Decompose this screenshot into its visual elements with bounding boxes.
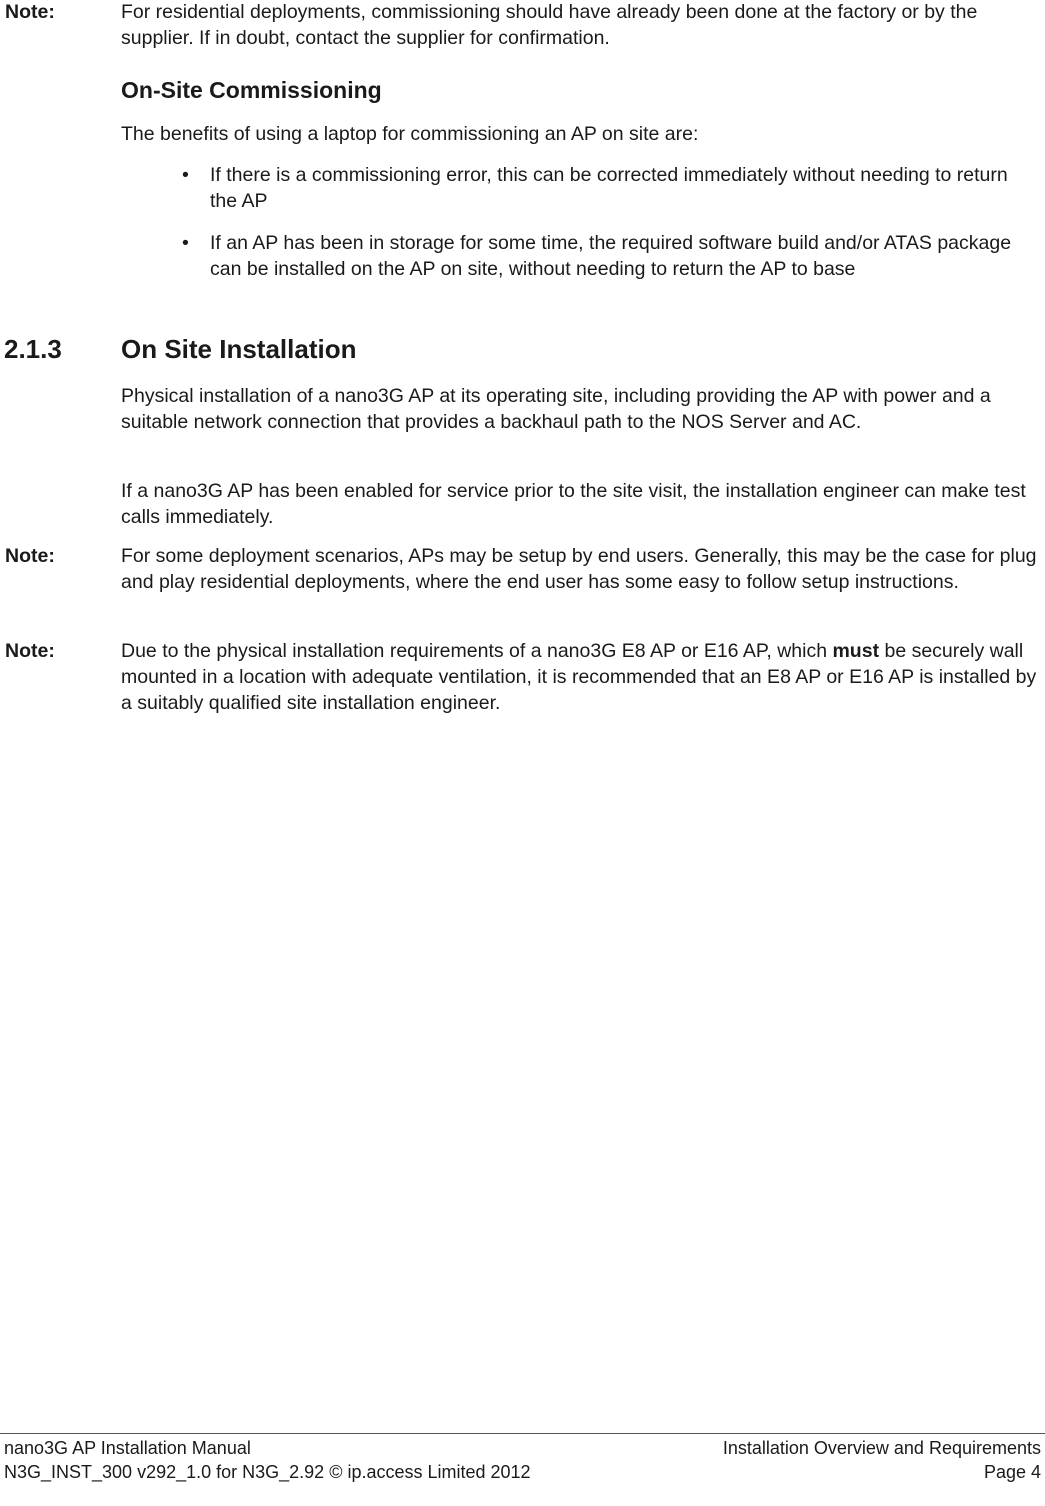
bullet-marker: • [182,164,189,186]
section-paragraph: If a nano3G AP has been enabled for service prior to the site visit, the installation engineer can make test calls immediately. [121,480,1026,528]
onsite-intro-paragraph: The benefits of using a laptop for commissioning an AP on site are: [121,123,699,145]
footer-document-id: N3G_INST_300 v292_1.0 for N3G_2.92 © ip.access Limited 2012 [4,1462,531,1482]
note-label: Note: [5,545,55,567]
bullet-item: If an AP has been in storage for some time, the required software build and/or ATAS package can be installed on the AP on site, without needing to return the AP to base [210,232,1012,280]
footer-page-number: Page 4 [983,1462,1041,1482]
footer-chapter-title: Installation Overview and Requirements [722,1438,1041,1458]
note-text [121,638,1041,716]
note-text-segment: be securely wall mounted in a location with adequate ventilation, it is recommended that an E8 AP or E16 AP is installed by a suitably qualified site installation engineer. [121,640,1037,714]
bullet-marker: • [182,232,189,254]
section-number: 2.1.3 [4,334,62,364]
note-text-segment: Due to the physical installation requirements of a nano3G E8 AP or E16 AP, which [121,640,833,662]
note-label: Note: [5,640,55,662]
note-text: For some deployment scenarios, APs may be setup by end users. Generally, this may be the case for plug and play residential deployments, where the end user has some easy to follow setup instructions. [121,545,1037,593]
section-paragraph: Physical installation of a nano3G AP at its operating site, including providing the AP with power and a suitable network connection that provides a backhaul path to the NOS Server and AC. [121,385,991,433]
section-title: On Site Installation [121,334,357,364]
emphasis-must: must [832,640,880,662]
bullet-item: If there is a commissioning error, this can be corrected immediately without needing to return the AP [210,164,1008,212]
footer-document-title: nano3G AP Installation Manual [4,1438,251,1458]
note-text: For residential deployments, commissioning should have already been done at the factory or by the supplier. If in doubt, contact the supplier for confirmation. [121,1,978,49]
subheading-onsite-commissioning: On-Site Commissioning [121,77,382,103]
note-label: Note: [5,1,55,23]
footer-divider [0,1433,1045,1434]
